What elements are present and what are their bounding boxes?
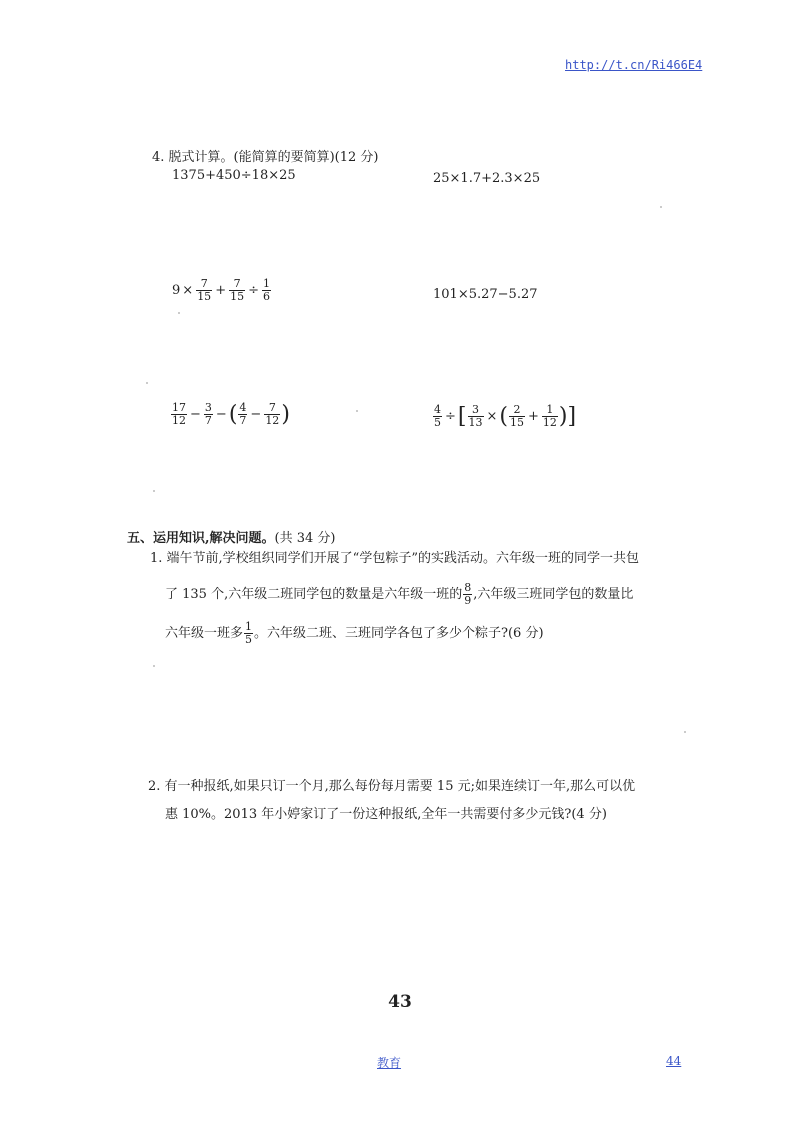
q3-frac-1 xyxy=(196,278,212,303)
q6-frac-3-den: 15 xyxy=(510,416,524,429)
q5-frac-2-den: 7 xyxy=(204,414,212,427)
problem-1-line-3 xyxy=(150,621,639,646)
q5-minus-2: − xyxy=(215,407,227,422)
calc-question-2: 25×1.7+2.3×25 xyxy=(433,171,541,186)
q3-frac-3-num: 1 xyxy=(263,277,270,290)
calc-question-3 xyxy=(172,278,272,303)
source-url-link[interactable]: http://t.cn/Ri466E4 xyxy=(565,58,703,72)
section-5-heading: 五、运用知识,解决问题。 xyxy=(127,531,275,546)
q5-frac-1-den: 12 xyxy=(172,414,186,427)
footer-link-education[interactable]: 教育 xyxy=(377,1056,402,1070)
q6-frac-4-den: 12 xyxy=(542,416,557,429)
q6-div: ÷ xyxy=(445,409,456,424)
problem-1-frac-8-9 xyxy=(463,582,472,607)
q5-minus-3: − xyxy=(250,407,262,422)
scan-speck xyxy=(153,665,155,667)
q6-right-bracket: ] xyxy=(567,403,577,429)
q5-frac-4-num: 7 xyxy=(268,401,276,414)
q3-frac-2 xyxy=(229,278,245,303)
calc-question-6 xyxy=(432,404,576,429)
problem-2-line-2: 惠 10%。2013 年小婷家订了一份这种报纸,全年一共需要付多少元钱?(4 分) xyxy=(165,807,607,822)
q5-frac-4 xyxy=(264,402,280,427)
problem-2 xyxy=(148,778,635,824)
q5-frac-2-num: 3 xyxy=(204,401,212,414)
calc-question-4: 101×5.27−5.27 xyxy=(433,287,538,302)
q3-frac-2-den: 15 xyxy=(230,290,245,303)
problem-1-frac-1-5 xyxy=(244,621,253,646)
q6-frac-1 xyxy=(433,404,442,429)
calc-question-5 xyxy=(170,402,290,427)
problem-1-frac-8-9-num: 8 xyxy=(464,581,472,594)
q5-frac-1 xyxy=(171,402,187,427)
problem-1-line-1: 1. 端午节前,学校组织同学们开展了“学包粽子”的实践活动。六年级一班的同学一共包 xyxy=(150,551,639,566)
q3-frac-2-num: 7 xyxy=(233,277,241,290)
scan-speck xyxy=(356,410,358,412)
scan-speck xyxy=(153,490,155,492)
problem-1-frac-1-5-den: 5 xyxy=(245,633,253,646)
problem-1-frac-1-5-num: 1 xyxy=(245,620,253,633)
problem-1-line-2-text-b: ,六年级三班同学包的数量比 xyxy=(473,586,634,602)
q3-int: 9 xyxy=(172,283,181,298)
q6-frac-2-num: 3 xyxy=(472,403,479,416)
q6-frac-4-num: 1 xyxy=(546,403,554,416)
problem-1-line-2-text-a: 了 135 个,六年级二班同学包的数量是六年级一班的 xyxy=(165,586,463,602)
problem-1 xyxy=(150,550,639,646)
problem-1-frac-8-9-den: 9 xyxy=(464,594,472,607)
q6-right-paren: ) xyxy=(558,403,568,429)
q5-left-paren: ( xyxy=(228,401,238,427)
q6-frac-1-den: 5 xyxy=(434,416,441,429)
q3-div: ÷ xyxy=(248,283,259,298)
problem-1-line-3-text-b: 。六年级二班、三班同学各包了多少个粽子?(6 分) xyxy=(254,625,544,641)
q6-frac-4 xyxy=(542,404,558,429)
q6-times: × xyxy=(486,409,498,424)
q5-frac-2 xyxy=(204,402,213,427)
q6-frac-3 xyxy=(509,404,525,429)
q5-minus-1: − xyxy=(190,407,201,422)
q6-frac-1-num: 4 xyxy=(434,403,441,416)
q6-plus: + xyxy=(528,409,539,424)
q6-frac-2 xyxy=(468,404,484,429)
q6-frac-3-num: 2 xyxy=(513,403,521,416)
q5-frac-3-num: 4 xyxy=(239,401,247,414)
q5-frac-1-num: 17 xyxy=(172,401,186,414)
section-5-score: (共 34 分) xyxy=(274,531,336,546)
q6-left-bracket: [ xyxy=(457,403,467,429)
scan-speck xyxy=(178,312,180,314)
q6-left-paren: ( xyxy=(499,403,508,429)
section-4-title: 4. 脱式计算。(能简算的要简算)(12 分) xyxy=(152,150,379,165)
q3-frac-3-den: 6 xyxy=(263,290,270,303)
problem-2-line-1: 2. 有一种报纸,如果只订一个月,那么每份每月需要 15 元;如果连续订一年,那么可以优 xyxy=(148,779,636,794)
scan-speck xyxy=(660,206,662,208)
section-5-title xyxy=(127,527,335,546)
q3-frac-1-num: 7 xyxy=(200,277,208,290)
page-number: 43 xyxy=(388,992,412,1012)
q3-frac-3 xyxy=(262,278,271,303)
q5-right-paren: ) xyxy=(281,401,290,427)
q5-frac-3 xyxy=(238,402,247,427)
q5-frac-3-den: 7 xyxy=(239,414,247,427)
calc-question-1: 1375+450÷18×25 xyxy=(172,168,296,183)
footer-link-page[interactable]: 44 xyxy=(666,1054,682,1068)
q3-plus: + xyxy=(215,283,227,298)
q6-frac-2-den: 13 xyxy=(468,416,483,429)
problem-1-line-2 xyxy=(150,582,639,607)
q3-frac-1-den: 15 xyxy=(197,290,212,303)
q3-times: × xyxy=(182,283,194,298)
scan-speck xyxy=(146,382,148,384)
scan-speck xyxy=(684,731,686,733)
problem-1-line-3-text-a: 六年级一班多 xyxy=(165,625,244,641)
q5-frac-4-den: 12 xyxy=(265,414,280,427)
